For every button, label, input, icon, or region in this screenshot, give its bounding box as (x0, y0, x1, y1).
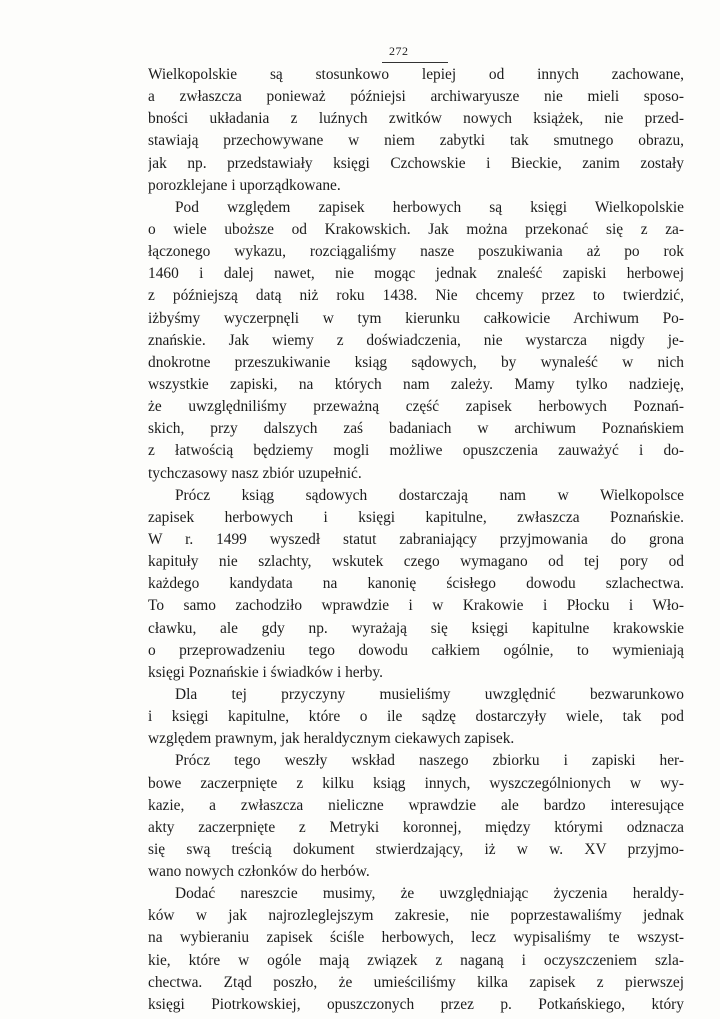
text-line: 1460 i dalej nawet, nie mogąc jednak znaleść zapiski herbowej (148, 265, 684, 283)
text-line: kazie, a zwłaszcza nieliczne wprawdzie ale bardzo interesujące (148, 796, 684, 814)
text-line: Prócz tego weszły wskład naszego zbiorku i zapiski her- (175, 752, 684, 770)
text-line: cławku, ale gdy np. wyrażają się księgi kapitulne krakowskie (148, 619, 684, 637)
text-line: ków w jak najrozleglejszym zakresie, nie poprzestawaliśmy jednak (148, 907, 684, 925)
text-line: każdego kandydata na kanonię ścisłego dowodu szlachectwa. (148, 575, 684, 593)
text-line: Pod względem zapisek herbowych są księgi Wielkopolskie (175, 198, 684, 216)
text-line: a zwłaszcza ponieważ późniejsi archiwaryusze nie mieli sposo- (148, 88, 684, 106)
text-line: skich, przy dalszych zaś badaniach w archiwum Poznańskiem (148, 420, 684, 438)
text-line: z łatwością będziemy mogli możliwe opuszczenia zauważyć i do- (148, 442, 684, 460)
page-number-rule (382, 62, 448, 63)
text-line: łączonego wykazu, rozciągaliśmy nasze poszukiwania aż po rok (148, 243, 684, 261)
text-line: tychczasowy nasz zbiór uzupełnić. (148, 464, 362, 482)
text-line: W r. 1499 wyszedł statut zabraniający przyjmowania do grona (148, 530, 684, 548)
text-line: względem prawnym, jak heraldycznym ciekawych zapisek. (148, 730, 515, 748)
text-line: wszystkie zapiski, na których nam zależy. Mamy tylko nadzieję, (148, 375, 684, 393)
text-line: kapituły nie szlachty, wskutek czego wymagano od tej pory od (148, 553, 684, 571)
text-line: wano nowych członków do herbów. (148, 863, 370, 881)
text-line: Prócz ksiąg sądowych dostarczają nam w Wielkopolsce (175, 486, 684, 504)
text-line: księgi Piotrkowskiej, opuszczonych przez p. Potkańskiego, który (148, 995, 684, 1013)
page-number: 272 (389, 44, 409, 58)
text-line: bności układania z luźnych zwitków nowych książek, nie przed- (148, 110, 684, 128)
text-line: kie, które w ogóle mają związek z naganą i oczyszczeniem szla- (148, 951, 684, 969)
text-line: akty zaczerpnięte z Metryki koronnej, między którymi odznacza (148, 818, 684, 836)
text-line: stawiają przechowywane w niem zabytki tak smutnego obrazu, (148, 132, 684, 150)
text-line: Wielkopolskie są stosunkowo lepiej od innych zachowane, (148, 66, 684, 83)
text-line: bowe zaczerpnięte z kilku ksiąg innych, wyszczególnionych w wy- (148, 774, 684, 792)
text-line: i księgi kapitulne, które o ile sądzę dostarczyły wiele, tak pod (148, 708, 684, 726)
text-line: zapisek herbowych i księgi kapitulne, zwłaszcza Poznańskie. (148, 508, 684, 526)
text-line: dnokrotne przeszukiwanie ksiąg sądowych, by wynaleść w nich (148, 353, 684, 371)
text-line: porozklejane i uporządkowane. (148, 176, 341, 194)
text-line: o wiele uboższe od Krakowskich. Jak można przekonać się z za- (148, 220, 684, 238)
text-line: chectwa. Ztąd poszło, że umieściliśmy kilka zapisek z pierwszej (148, 973, 684, 991)
text-line: o przeprowadzeniu tego dowodu całkiem ogólnie, to wymieniają (148, 641, 684, 659)
text-line: To samo zachodziło wprawdzie i w Krakowie i Płocku i Wło- (148, 597, 684, 615)
text-line: iżbyśmy wyczerpnęli w tym kierunku całkowicie Archiwum Po- (148, 309, 684, 327)
text-line: jak np. przedstawiały księgi Czchowskie i Bieckie, zanim zostały (148, 154, 684, 172)
text-line: Dodać nareszcie musimy, że uwzględniając życzenia heraldy- (175, 885, 684, 903)
text-line: znańskie. Jak wiemy z doświadczenia, nie wystarcza nigdy je- (148, 331, 684, 349)
text-line: Dla tej przyczyny musieliśmy uwzględnić bezwarunkowo (175, 685, 684, 703)
text-line: na wybieraniu zapisek ściśle herbowych, lecz wypisaliśmy te wszyst- (148, 929, 684, 947)
text-line: się swą treścią dokument stwierdzający, iż w w. XV przyjmo- (148, 840, 684, 858)
body-text (148, 64, 684, 1016)
text-line: księgi Poznańskie i świadków i herby. (148, 663, 383, 681)
text-line: że uwzględniliśmy przeważną część zapisek herbowych Poznań- (148, 398, 684, 416)
text-line: z późniejszą datą niż roku 1438. Nie chcemy przez to twierdzić, (148, 287, 684, 305)
